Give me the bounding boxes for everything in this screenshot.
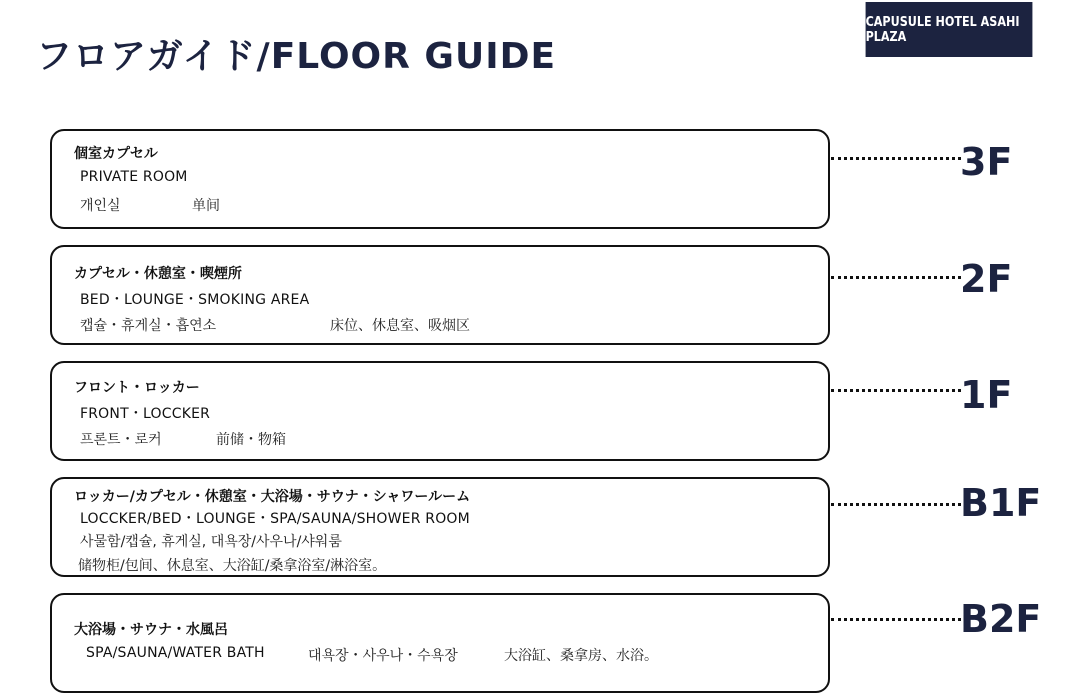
floor-label-3f: 3F: [960, 140, 1013, 184]
floor-3f-leader: [831, 157, 961, 160]
floor-card-3f: [50, 129, 830, 229]
hotel-brand-badge: CAPUSULE HOTEL ASAHI PLAZA: [866, 2, 1033, 57]
floor-2f-korean: 캡슐・휴게실・흡연소: [80, 318, 217, 334]
floor-label-1f: 1F: [960, 373, 1013, 417]
floor-b1f-japanese: ロッカー/カプセル・休憩室・大浴場・サウナ・シャワールーム: [74, 489, 471, 505]
floor-card-b2f: [50, 593, 830, 693]
floor-b2f-chinese: 大浴缸、桑拿房、水浴。: [504, 648, 658, 664]
floor-2f-chinese: 床位、休息室、吸烟区: [330, 318, 470, 334]
floor-2f-english: BED・LOUNGE・SMOKING AREA: [80, 292, 310, 308]
floor-b2f-leader: [831, 618, 961, 621]
floor-3f-korean: 개인실: [80, 198, 121, 214]
floor-2f-leader: [831, 276, 961, 279]
floor-1f-japanese: フロント・ロッカー: [74, 380, 200, 396]
floor-b1f-korean: 사물함/캡슐, 휴게실, 대욕장/사우나/샤워룸: [80, 534, 342, 550]
floor-1f-leader: [831, 389, 961, 392]
floor-card-b1f: [50, 477, 830, 577]
page-title: フロアガイド/FLOOR GUIDE: [36, 36, 557, 77]
floor-b1f-english: LOCCKER/BED・LOUNGE・SPA/SAUNA/SHOWER ROOM: [80, 511, 470, 527]
floor-label-2f: 2F: [960, 257, 1013, 301]
floor-1f-chinese: 前储・物箱: [216, 432, 286, 448]
floor-label-b1f: B1F: [960, 481, 1042, 525]
floor-b2f-korean: 대욕장・사우나・수욕장: [308, 648, 458, 664]
floor-2f-japanese: カプセル・休憩室・喫煙所: [74, 266, 242, 282]
floor-1f-korean: 프론트・로커: [80, 432, 162, 448]
floor-3f-english: PRIVATE ROOM: [80, 169, 188, 185]
floor-b2f-english: SPA/SAUNA/WATER BATH: [86, 645, 265, 661]
floor-3f-japanese: 個室カプセル: [74, 146, 158, 162]
floor-label-b2f: B2F: [960, 597, 1042, 641]
floor-b2f-japanese: 大浴場・サウナ・水風呂: [74, 622, 228, 638]
floor-3f-chinese: 单间: [192, 198, 220, 214]
floor-b1f-chinese: 储物柜/包间、休息室、大浴缸/桑拿浴室/淋浴室。: [78, 558, 387, 574]
floor-card-2f: [50, 245, 830, 345]
floor-b1f-leader: [831, 503, 961, 506]
floor-1f-english: FRONT・LOCCKER: [80, 406, 211, 422]
floor-card-1f: [50, 361, 830, 461]
